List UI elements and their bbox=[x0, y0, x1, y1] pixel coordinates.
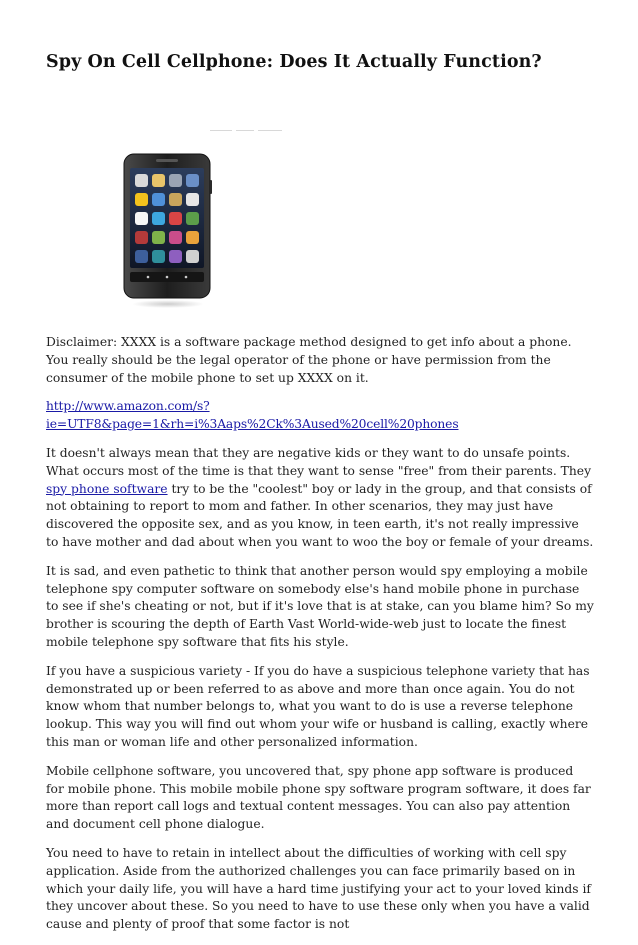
paragraph-difficulties: You need to have to retain in intellect about the difficulties of working with cell spy application. Aside from the authorized challenges you can face primarily based on in which your daily life, you will have a hard time justifying your act to your loved kinds if they uncover about these. So you need to have to use these only when you have a valid cause and plenty of proof that some factor is not bbox=[46, 845, 591, 932]
amazon-link[interactable]: http://www.amazon.com/s?ie=UTF8&page=1&rh=i%3Aaps%2Ck%3Aused%20cell%20phones bbox=[46, 399, 459, 432]
smartphone-icon bbox=[116, 150, 216, 310]
paragraph-suspicious: If you have a suspicious variety - If you do have a suspicious telephone variety that has demonstrated up or been referred to as above and more than once again. You do not know whom that number belongs to, what you want to do is use a reverse telephone lookup. This way you will find out whom your wife or husband is calling, exactly where this man or woman life and other personalized information. bbox=[46, 663, 590, 749]
spy-phone-software-link[interactable]: spy phone software bbox=[46, 481, 168, 496]
paragraph-freedom bbox=[46, 445, 594, 552]
paragraph-text: try to be the "coolest" boy or lady in the group, and that consists of not obtaining to report to mom and father. In other scenarios, they may just have discovered the opposite sex, and as you know, in teen earth, it's not really impressive to have mother and dad about when you want to woo the boy or female of your dreams. bbox=[46, 481, 594, 549]
paragraph-pathetic: It is sad, and even pathetic to think that another person would spy employing a mobile telephone spy computer software on somebody else's hand mobile phone in purchase to see if she's cheating or not, but if it's love that is at stake, can you blame him? So my brother is scouring the depth of Earth Vast World-wide-web just to locate the finest mobile telephone spy software that fits his style. bbox=[46, 563, 594, 649]
disclaimer-paragraph: Disclaimer: XXXX is a software package method designed to get info about a phone. You really should be the legal operator of the phone or have permission from the consumer of the mobile phone to set up XXXX on it. bbox=[46, 335, 572, 385]
phone-image bbox=[116, 150, 216, 310]
page-title: Spy On Cell Cellphone: Does It Actually Function? bbox=[46, 52, 542, 72]
article-body bbox=[46, 334, 594, 945]
image-caption-placeholder bbox=[210, 130, 286, 132]
paragraph-text: It doesn't always mean that they are negative kids or they want to do unsafe points. What occurs most of the time is that they want to sense "free" from their parents. They bbox=[46, 445, 592, 478]
url-paragraph bbox=[46, 398, 594, 434]
paragraph-mobile-software: Mobile cellphone software, you uncovered that, spy phone app software is produced for mobile phone. This mobile mobile phone spy software program software, it does far more than report call logs and textual content messages. You can also pay attention and document cell phone dialogue. bbox=[46, 763, 591, 832]
